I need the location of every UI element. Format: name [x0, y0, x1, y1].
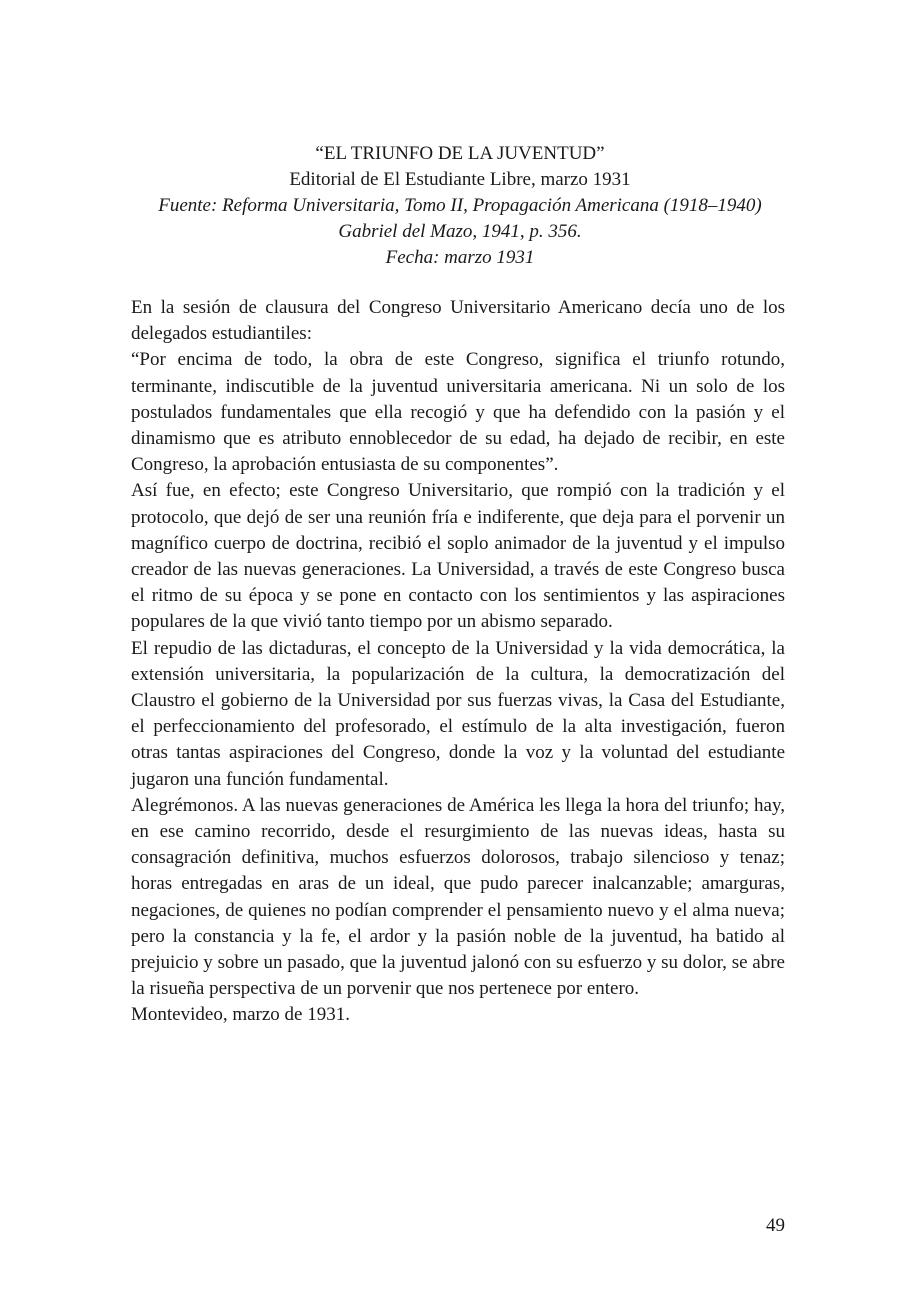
- paragraph: En la sesión de clausura del Congreso Universitario Americano decía uno de los delegados estudiantiles:: [131, 297, 785, 345]
- paragraph: Alegrémonos. A las nuevas generaciones de América les llega la hora del triunfo; hay, en ese camino recorrido, desde el resurgimiento de las nuevas ideas, hasta su consagración definitiva, muchos esfuerzos dolorosos, trabajo silencioso y tenaz; horas entregadas en aras de un ideal, que pudo parecer inalcanzable; amarguras, negaciones, de quienes no podían comprender el pensamiento nuevo y el alma nueva; pero la constancia y la fe, el ardor y la pasión noble de la juventud, ha batido al prejuicio y sobre un pasado, que la juventud jalonó con su esfuerzo y su dolor, se abre la risueña perspectiva de un porvenir que nos pertenece por entero.: [131, 794, 785, 1000]
- document-date: Fecha: marzo 1931: [385, 247, 535, 268]
- document-subtitle: Editorial de El Estudiante Libre, marzo 1931: [289, 169, 631, 190]
- page-number: 49: [766, 1215, 785, 1236]
- document-title: “EL TRIUNFO DE LA JUVENTUD”: [315, 143, 605, 164]
- document-header: [120, 141, 800, 271]
- document-body: [131, 295, 785, 1029]
- source-citation-line-1: Fuente: Reforma Universitaria, Tomo II, Propagación Americana (1918–1940): [158, 195, 762, 216]
- paragraph: Así fue, en efecto; este Congreso Universitario, que rompió con la tradición y el protocolo, que dejó de ser una reunión fría e indiferente, que deja para el porvenir un magnífico cuerpo de doctrina, recibió el soplo animador de la juventud y el impulso creador de las nuevas generaciones. La Universidad, a través de este Congreso busca el ritmo de su época y se pone en contacto con los sentimientos y las aspiraciones populares de la que vivió tanto tiempo por un abismo separado.: [131, 480, 785, 633]
- paragraph: “Por encima de todo, la obra de este Congreso, significa el triunfo rotundo, terminante, indiscutible de la juventud universitaria americana. Ni un solo de los postulados fundamentales que ella recogió y que ha defendido con la pasión y el dinamismo que es atributo ennoblecedor de su edad, ha dejado de recibir, en este Congreso, la aprobación entusiasta de su componentes”.: [131, 349, 785, 476]
- source-citation-line-2: Gabriel del Mazo, 1941, p. 356.: [338, 221, 582, 242]
- closing-line: Montevideo, marzo de 1931.: [131, 1004, 350, 1026]
- paragraph: El repudio de las dictaduras, el concepto de la Universidad y la vida democrática, la extensión universitaria, la popularización de la cultura, la democratización del Claustro el gobierno de la Universidad por sus fuerzas vivas, la Casa del Estudiante, el perfeccionamiento del profesorado, el estímulo de la alta investigación, fueron otras tantas aspiraciones del Congreso, donde la voz y la voluntad del estudiante jugaron una función fundamental.: [131, 637, 785, 790]
